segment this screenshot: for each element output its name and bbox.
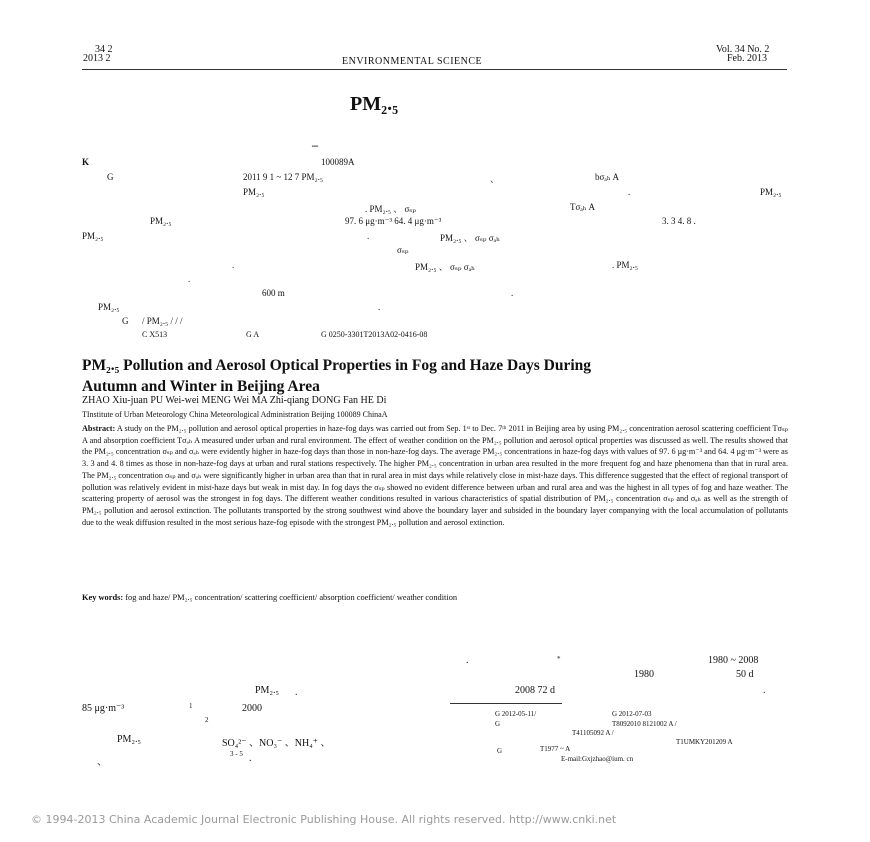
note-fund-2: T41105092 A / bbox=[572, 729, 614, 737]
body-r5-pm: PM₂.₅ bbox=[117, 734, 141, 745]
cn-abstract-fragment: PM₂.₅ 、 σₛₚ σₐₕ bbox=[440, 233, 500, 243]
body-r1-note: * bbox=[557, 655, 561, 663]
note-fund-3: T1UMKY201209 A bbox=[676, 738, 733, 746]
body-r4-ref2: 2 bbox=[205, 716, 209, 724]
body-r3-pm: PM₂.₅ bbox=[255, 685, 279, 696]
header-date-en: Feb. 2013 bbox=[727, 53, 767, 64]
note-author-mark: G bbox=[497, 747, 503, 755]
cn-abstract-fragment: . PM₂.₅ bbox=[612, 260, 639, 270]
body-r2-days: 50 d bbox=[736, 669, 754, 680]
document-code: G A bbox=[246, 330, 260, 339]
body-r3-2008: 2008 72 d bbox=[515, 685, 555, 696]
cn-abstract-fragment: . bbox=[378, 302, 381, 312]
cn-title: PM₂.₅ bbox=[350, 93, 399, 115]
note-revised: G 2012-07-03 bbox=[612, 710, 652, 718]
header-year-cn: 2013 2 bbox=[83, 53, 111, 64]
clc-number: C X513 bbox=[142, 330, 168, 339]
article-id: G 0250-3301T2013A02-0416-08 bbox=[321, 330, 428, 339]
cn-abstract-fragment: PM₂.₅ 、 σₛₚ σₐₕ bbox=[415, 262, 475, 272]
cn-abstract-fragment: . bbox=[511, 288, 514, 298]
keywords-label: Key words: bbox=[82, 593, 124, 602]
cn-abstract-fragment: bσₐₕ A bbox=[595, 172, 619, 182]
cn-keywords-label: G bbox=[122, 316, 129, 326]
body-r2-year: 1980 bbox=[634, 669, 654, 680]
en-title-line1: PM₂.₅ Pollution and Aerosol Optical Properties in Fog and Haze Days During bbox=[82, 357, 592, 374]
header-volume-en: Vol. 34 No. 2 bbox=[716, 44, 770, 55]
note-fund-1: T8092010 8121002 A / bbox=[612, 720, 677, 728]
en-abstract bbox=[82, 423, 788, 528]
cn-abstract-fragment: Tσₐₕ A bbox=[570, 202, 595, 212]
body-r4-2000: 2000 bbox=[242, 703, 262, 714]
cn-abstract-fragment: σₛₚ bbox=[397, 245, 409, 255]
cn-keywords: / PM₂.₅ / / / bbox=[142, 316, 183, 326]
cn-abstract-fragment: PM₂.₅ bbox=[98, 302, 120, 312]
note-fund-mark: G bbox=[495, 720, 501, 728]
cn-abstract-fragment: . PM₂.₅ 、 σₛₚ bbox=[365, 204, 417, 214]
body-r1-years: 1980 ~ 2008 bbox=[708, 655, 759, 666]
body-r5-ions: SO₄²⁻ 、NO₃⁻ 、NH₄⁺ 、 bbox=[222, 738, 331, 749]
en-authors: ZHAO Xiu-juan PU Wei-wei MENG Wei MA Zhi-qiang DONG Fan HE Di bbox=[82, 395, 387, 406]
note-received: G 2012-05-11/ bbox=[495, 710, 537, 718]
cn-abstract-fragment: PM₂.₅ bbox=[82, 231, 104, 241]
keywords-text: fog and haze/ PM₂.₅ concentration/ scattering coefficient/ absorption coefficient/ weather condition bbox=[125, 593, 458, 602]
journal-name: ENVIRONMENTAL SCIENCE bbox=[342, 56, 483, 67]
cn-abstract-fragment: 2011 9 1 ~ 12 7 PM₂.₅ bbox=[243, 172, 324, 182]
cn-abstract-fragment: . bbox=[628, 187, 631, 197]
cn-authors: _ bbox=[312, 134, 318, 148]
cn-abstract-fragment: PM₂.₅ bbox=[760, 187, 782, 197]
abstract-label: Abstract: bbox=[82, 424, 116, 433]
footnote-rule bbox=[450, 703, 562, 704]
cn-abstract-fragment: 3. 3 4. 8 . bbox=[662, 216, 696, 226]
cn-abstract-fragment: . bbox=[188, 274, 191, 284]
cn-abstract-fragment: G bbox=[107, 172, 114, 182]
header-volume-cn: 34 2 bbox=[95, 44, 113, 55]
cn-abstract-fragment: 、 bbox=[490, 174, 500, 184]
body-r4-ref1: 1 bbox=[189, 702, 193, 710]
note-author-birth: T1977 ~ A bbox=[540, 745, 571, 753]
cn-abstract-fragment: . bbox=[232, 260, 235, 270]
body-r3-dot: . bbox=[295, 687, 298, 698]
cn-abstract-fragment: PM₂.₅ bbox=[150, 216, 172, 226]
body-r6-end: . bbox=[249, 753, 252, 764]
header-rule bbox=[82, 69, 787, 70]
cn-abstract-fragment: 600 m bbox=[262, 288, 285, 298]
body-r4-conc: 85 μg·m⁻³ bbox=[82, 703, 125, 714]
body-r3-end: . bbox=[763, 685, 766, 696]
cn-abstract-fragment: . bbox=[367, 231, 370, 241]
en-affiliation: TInstitute of Urban Meteorology China Meteorological Administration Beijing 100089 ChinaA bbox=[82, 410, 388, 419]
note-email: E-mail:Gxjzhao@ium. cn bbox=[561, 755, 634, 763]
body-r6-mark: 、 bbox=[97, 757, 107, 768]
body-r1-dot: . bbox=[466, 655, 469, 666]
body-r6-ref: 3 - 5 bbox=[230, 750, 243, 758]
cn-affiliation-postcode: 100089A bbox=[321, 157, 355, 167]
cn-affiliation-mark: K bbox=[82, 157, 90, 167]
en-keywords bbox=[82, 593, 457, 602]
cn-abstract-fragment: PM₂.₅ bbox=[243, 187, 265, 197]
en-title-line2: Autumn and Winter in Beijing Area bbox=[82, 378, 320, 395]
abstract-text: A study on the PM₂.₅ pollution and aerosol optical properties in haze-fog days was carried out from Sep. 1ˢᵗ to Dec. 7ᵗʰ 2011 in Beijing area by using PM₂.₅ concentration aerosol scattering coefficient Tσₛₚ A and absorption coefficient Tσₐₕ A measured under urban and rural environment. The effect of weather condition on the PM₂.₅ pollution and aerosol optical properties was discussed as well. The results showed that the PM₂.₅ concentration σₛₚ and σₐₕ were evidently higher in haze-fog days than those in non-haze-fog days. The average PM₂.₅ concentrations in haze-fog days with values of 97. 6 μg·m⁻³ and 64. 4 μg·m⁻³ were as 3. 3 and 4. 8 times as those in non-haze-fog days at urban and rural stations respectively. The higher PM₂.₅ concentration in urban area resulted in the more frequent fog and haze phenomena than that in rural area. The PM₂.₅ concentration σₛₚ and σₐₕ were significantly higher in urban area than that in rural area in mist days while relatively close in mist-haze days. This difference suggested that the effect of regional transport of pollution was relatively evident in mist-haze days but weak in mist day. In fog days the σₛₚ showed no evident difference between urban and rural area and was the highest in all types of fog and haze weather. The scattering property of aerosol was the strongest in fog days. The different weather conditions resulted in various characteristics of spatial distribution of PM₂.₅ concentration σₛₚ and σₐₕ as well as the strength of PM₂.₅ pollution and aerosol extinction. The pollutants transported by the strong southwest wind above the boundary layer and subsided in the boundary layer companying with the local accumulation of pollutants due to the weak diffusion resulted in the most serious haze-fog episode with the strongest PM₂.₅ pollution and aerosol extinction. bbox=[82, 424, 788, 527]
copyright-footer: © 1994-2013 China Academic Journal Electronic Publishing House. All rights reserved. http://www.cnki.net bbox=[31, 813, 617, 826]
cn-abstract-fragment: 97. 6 μg·m⁻³ 64. 4 μg·m⁻³ bbox=[345, 216, 442, 226]
